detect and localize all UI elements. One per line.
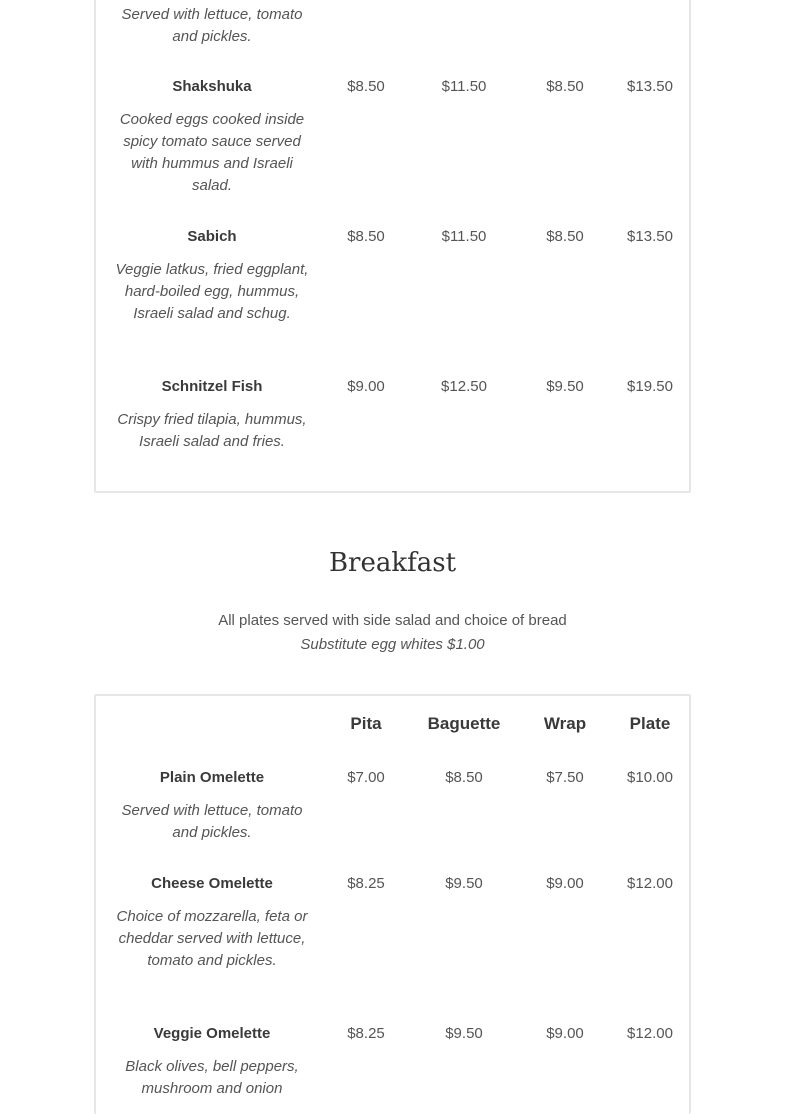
price-wrap: $9.50 [546,378,584,395]
item-description: Black olives, bell peppers, mushroom and onion [125,1058,299,1097]
column-header-plate: Plate [629,714,671,733]
price-baguette: $11.50 [441,78,487,95]
price-pita: $9.00 [347,378,385,395]
item-description: Cooked eggs cooked inside spicy tomato sauce served with hummus and Israeli salad. [119,111,305,194]
price-wrap: $9.00 [546,1025,584,1042]
column-header-pita: Pita [350,714,382,733]
price-plate: $10.00 [627,769,673,786]
item-name: Sabich [187,228,237,245]
item-name: Veggie Omelette [153,1025,271,1042]
menu-table-breakfast [94,694,691,1114]
price-pita: $8.50 [347,228,385,245]
column-header-wrap: Wrap [543,714,587,733]
section-subtitle: All plates served with side salad and choice of bread [218,612,567,629]
section-note: Substitute egg whites $1.00 [300,636,485,653]
item-name: Plain Omelette [159,769,265,786]
item-description: Choice of mozzarella, feta or cheddar served with lettuce, tomato and pickles. [116,908,308,969]
price-pita: $8.25 [347,1025,385,1042]
price-wrap: $8.50 [546,228,584,245]
menu-table-top [94,0,691,493]
price-baguette: $11.50 [441,228,487,245]
item-description: Veggie latkus, fried eggplant, hard-boiled egg, hummus, Israeli salad and schug. [115,261,309,322]
price-pita: $7.00 [347,769,385,786]
item-name: Schnitzel Fish [161,378,263,395]
item-name: Shakshuka [172,78,252,95]
item-description: Crispy fried tilapia, hummus, Israeli salad and fries. [117,411,307,450]
price-plate: $13.50 [627,78,673,95]
price-wrap: $8.50 [546,78,584,95]
item-description: Served with lettuce, tomato and pickles. [121,6,303,45]
price-plate: $12.00 [627,875,673,892]
price-wrap: $7.50 [546,769,584,786]
price-pita: $8.50 [347,78,385,95]
section-title: Breakfast [328,548,457,578]
price-baguette: $8.50 [445,769,483,786]
price-baguette: $9.50 [445,1025,483,1042]
price-plate: $12.00 [627,1025,673,1042]
item-name: Cheese Omelette [151,875,273,892]
price-wrap: $9.00 [546,875,584,892]
item-description: Served with lettuce, tomato and pickles. [121,802,303,841]
price-baguette: $12.50 [441,378,487,395]
column-header-baguette: Baguette [427,714,501,733]
price-pita: $8.25 [347,875,385,892]
price-baguette: $9.50 [445,875,483,892]
price-plate: $19.50 [627,378,673,395]
price-plate: $13.50 [627,228,673,245]
